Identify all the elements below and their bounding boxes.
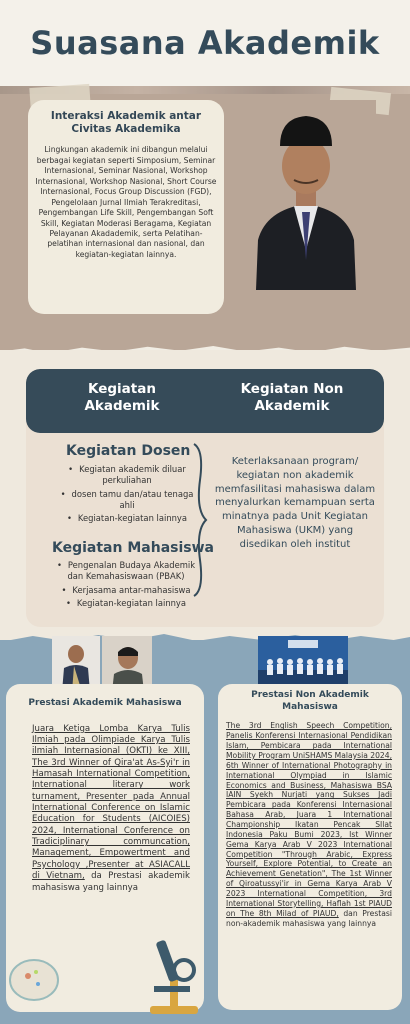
- nonakademik-text: Keterlaksanaan program/ kegiatan non akademik memfasilitasi mahasiswa dalam menyalurkan kemampuan serta minatnya pada Unit Kegiatan Mahasiswa (UKM) yang disedikan oleh institut: [214, 456, 376, 550]
- list-item: • Kerjasama antar-mahasiswa: [48, 585, 204, 596]
- dosen-list: [54, 464, 200, 527]
- interaksi-body: Lingkungan akademik ini dibangun melalui berbagai kegiatan seperti Simposium, Seminar Internasional, Seminar Nasional, Workshop Internasional, Workshop Nasional, Short Course Internasional, Focus Group Discussion (FGD), Pengelolaan Jurnal Ilmiah Terakreditasi, Pengembangan Life Skill, Pengembangan Soft Skill, Kegiatan Moderasi Beragama, Kegiatan Pelayanan Akadademik, serta Pelatihan-pelatihan internasional dan nasional, dan kegiatan-kegiatan lainnya.: [35, 145, 217, 259]
- list-item: • Kegiatan-kegiatan lainnya: [54, 513, 200, 524]
- list-item: • dosen tamu dan/atau tenaga ahli: [54, 489, 200, 512]
- prestasi-akademik-text: [6, 710, 204, 894]
- prestasi-non-akademik-card: [218, 684, 402, 1010]
- mahasiswa-title: Kegiatan Mahasiswa: [52, 540, 214, 556]
- prestasi-akademik-title: Prestasi Akademik Mahasiswa: [28, 698, 182, 708]
- petri-dish-icon: [6, 930, 76, 1010]
- prestasi-non-text: [218, 713, 402, 928]
- prestasi-akademik-list: Juara Ketiga Lomba Karya Tulis Ilmiah pada Olimpiade Karya Tulis ilmiah Internasional (OKTI) ke XIII, The 3rd Winner of Qira'at As-Syi'r in Hamasah International Competition, International literary work turnament, Presenter pada Annual International Conference on Islamic Education for Students (AICOIES) 2024, International Conference on Tradiciplinary communcation, Management, Empowertment and Psychology ,Presenter at ASIACALL di Vietnam,: [32, 723, 190, 882]
- mahasiswa-list: [48, 560, 204, 611]
- nonakademik-title: Kegiatan Non Akademik: [240, 381, 344, 414]
- prestasi-non-tail: dan Prestasi non-akademik mahasiswa yang lainnya: [226, 908, 392, 928]
- interaksi-card: [28, 100, 224, 314]
- prestasi-akademik-tail: da Prestasi akademik mahasiswa yang lainnya: [32, 871, 190, 893]
- lecturer-photo: [236, 100, 376, 290]
- team-photo: [258, 636, 348, 686]
- page-title: Suasana Akademik: [30, 24, 380, 62]
- prestasi-non-title: Prestasi Non Akademik Mahasiswa: [251, 690, 369, 712]
- brace-divider: [190, 440, 210, 600]
- list-item: • Kegiatan akademik diluar perkuliahan: [54, 464, 200, 487]
- microscope-icon: [140, 920, 204, 1016]
- list-item: • Pengenalan Budaya Akademik dan Kemahasiswaan (PBAK): [48, 560, 204, 583]
- dosen-title: Kegiatan Dosen: [66, 443, 191, 459]
- list-item: • Kegiatan-kegiatan lainnya: [48, 598, 204, 609]
- prestasi-non-list: The 3rd English Speech Competition, Panelis Konferensi Internasional Pendidikan Islam, Pembicara pada International Mobility Program UniSHAMS Malaysia 2024, 6th Winner of International Photography in International Olympiad in Islamic Economics and Business, Mahasiswa BSA IAIN Syekh Nurjati yang Sukses Jadi Pembicara pada Konferensi Internasional Bahasa Arab, Juara 1 International Championship Ikatan Pencak SIlat Indonesia Paku Bumi 2023, Ist Winner Gema Karya Arab V 2023 International Competition "Through Arabic, Express Yourself, Explore Potential, to Create an Achievement Genetation", The 1st Winner of Qiroatussyi'ir in Gema Karya Arab V 2023 International Competition, 3rd International Storytelling, Haflah 1st PIAUD on The 8th Milad of PIAUD,: [226, 721, 393, 918]
- akademik-title: Kegiatan Akademik: [84, 381, 160, 414]
- interaksi-heading: Interaksi Akademik antar Civitas Akademika: [50, 110, 202, 136]
